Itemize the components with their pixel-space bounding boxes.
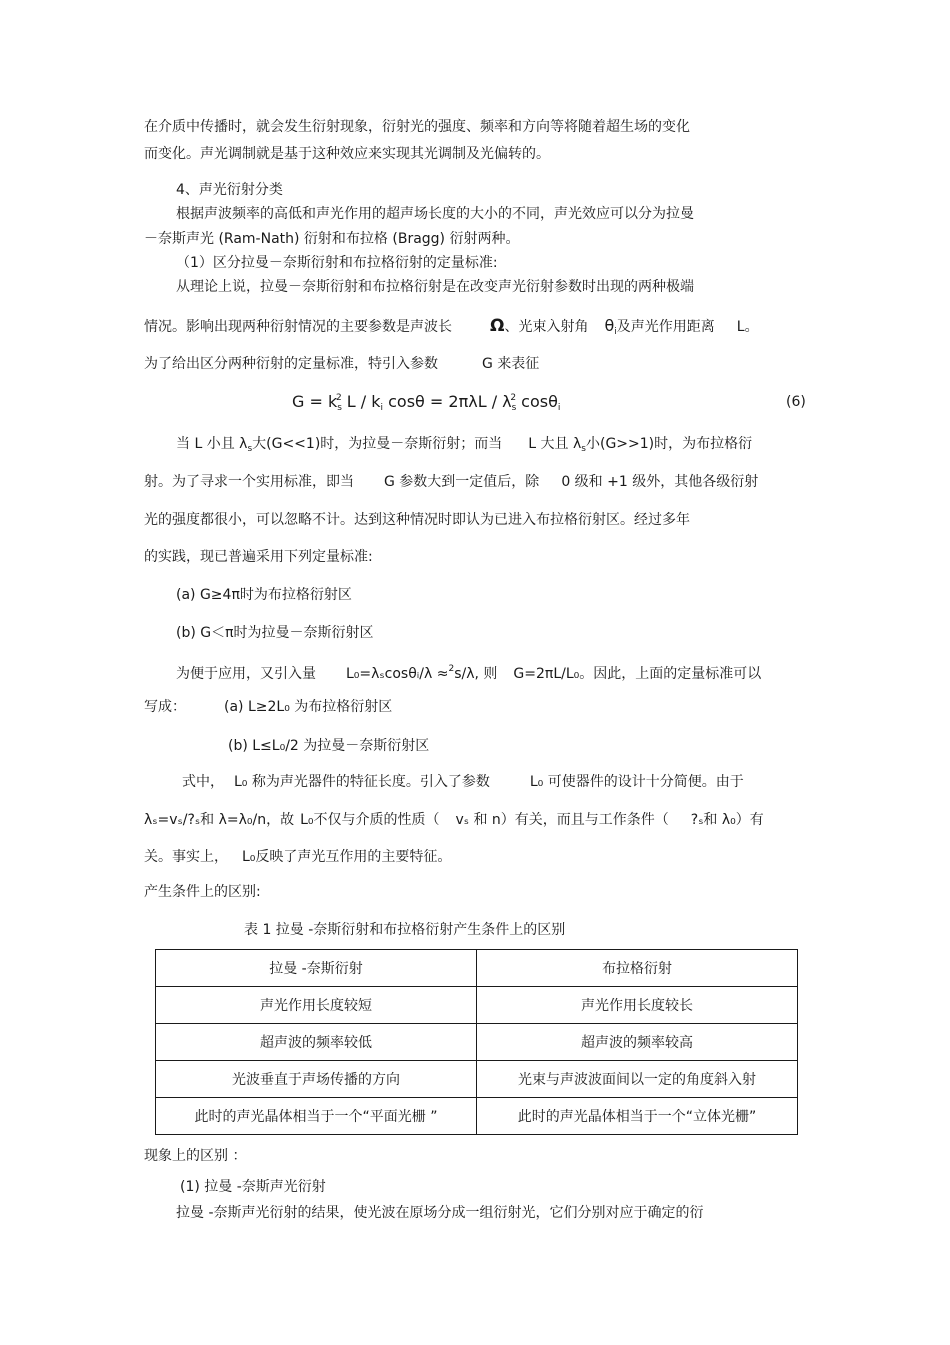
equation: $G = k_s^2$ L / $k_i$ $\cos\theta = 2\pi\lambda L / \lambda_s^2$ cosθ$_i$ [292,392,561,413]
text-line: 情况。影响出现两种衍射情况的主要参数是声波长 Ω、光束入射角 $\theta_i$及声光作用距离 L。 [144,316,759,337]
text-line: (b) L≤L₀/2 为拉曼－奈斯衍射区 [228,738,430,754]
table-row [156,987,798,1024]
table-row [156,1098,798,1135]
text-line: 在介质中传播时，就会发生衍射现象，衍射光的强度、频率和方向等将随着超生场的变化 [144,119,690,135]
table-cell: 光束与声波波面间以一定的角度斜入射 [477,1061,798,1098]
section-heading: 4、声光衍射分类 [176,182,283,198]
table-cell: 此时的声光晶体相当于一个“立体光栅” [477,1098,798,1135]
text-line: 从理论上说，拉曼－奈斯衍射和布拉格衍射是在改变声光衍射参数时出现的两种极端 [176,279,694,295]
text-line: 当 L 小且 $\lambda_s$大(G<<1)时，为拉曼－奈斯衍射；而当 L 大且 $\lambda_s$小(G>>1)时，为布拉格衍 [176,436,753,454]
table-row [156,1061,798,1098]
table-cell: 光波垂直于声场传播的方向 [156,1061,477,1098]
theta-symbol: θ [604,316,615,335]
text-line: λₛ=vₛ/?ₛ和 λ=λ₀/n，故 L₀不仅与介质的性质（ vₛ 和 n）有关，而且与工作条件（ ?ₛ和 λ₀）有 [144,812,764,828]
subsection-heading: （1）区分拉曼－奈斯衍射和布拉格衍射的定量标准: [176,255,498,271]
text-line: 光的强度都很小，可以忽略不计。达到这种情况时即认为已进入布拉格衍射区。经过多年 [144,512,690,528]
text-line: 拉曼 -奈斯声光衍射的结果，使光波在原场分成一组衍射光，它们分别对应于确定的衍 [176,1205,704,1221]
text-line: 现象上的区别 ： [144,1148,247,1164]
text-line: 产生条件上的区别: [144,884,261,900]
text-line: 关。事实上， L₀反映了声光互作用的主要特征。 [144,849,452,865]
table-cell: 超声波的频率较低 [156,1024,477,1061]
table-cell: 布拉格衍射 [477,950,798,987]
text-line: 为便于应用，又引入量 L₀=λₛcosθᵢ/λ ≈$^2$s/λ, 则 G=2πL/L₀。因此，上面的定量标准可以 [176,664,762,682]
table-cell: 超声波的频率较高 [477,1024,798,1061]
table-header-row [156,950,798,987]
criterion-a: (a) G≥4π时为布拉格衍射区 [176,587,352,603]
table-row [156,1024,798,1061]
text-line: －奈斯声光 (Ram-Nath) 衍射和布拉格 (Bragg) 衍射两种。 [144,231,520,247]
table-cell: 拉曼 -奈斯衍射 [156,950,477,987]
text-line: 射。为了寻求一个实用标准，即当 G 参数大到一定值后，除 0 级和 +1 级外，其他各级衍射 [144,474,759,490]
subsection-heading: (1) 拉曼 -奈斯声光衍射 [180,1179,326,1195]
table-caption: 表 1 拉曼 -奈斯衍射和布拉格衍射产生条件上的区别 [244,922,566,938]
equation-number: (6) [786,394,806,410]
table-cell: 声光作用长度较长 [477,987,798,1024]
table-cell: 声光作用长度较短 [156,987,477,1024]
comparison-table [155,949,798,1135]
text-line: 式中， L₀ 称为声光器件的特征长度。引入了参数 L₀ 可使器件的设计十分简便。由于 [182,774,744,790]
text-line: 为了给出区分两种衍射的定量标准，特引入参数 G 来表征 [144,356,540,372]
omega-symbol: Ω [490,316,505,336]
text-line: 根据声波频率的高低和声光作用的超声场长度的大小的不同，声光效应可以分为拉曼 [176,206,694,222]
text-line: 而变化。声光调制就是基于这种效应来实现其光调制及光偏转的。 [144,146,550,162]
criterion-b: (b) G＜π时为拉曼－奈斯衍射区 [176,625,374,641]
text-line: 写成： (a) L≥2L₀ 为布拉格衍射区 [144,699,393,715]
text-line: 的实践，现已普遍采用下列定量标准: [144,549,373,565]
table-cell: 此时的声光晶体相当于一个“平面光栅 ” [156,1098,477,1135]
